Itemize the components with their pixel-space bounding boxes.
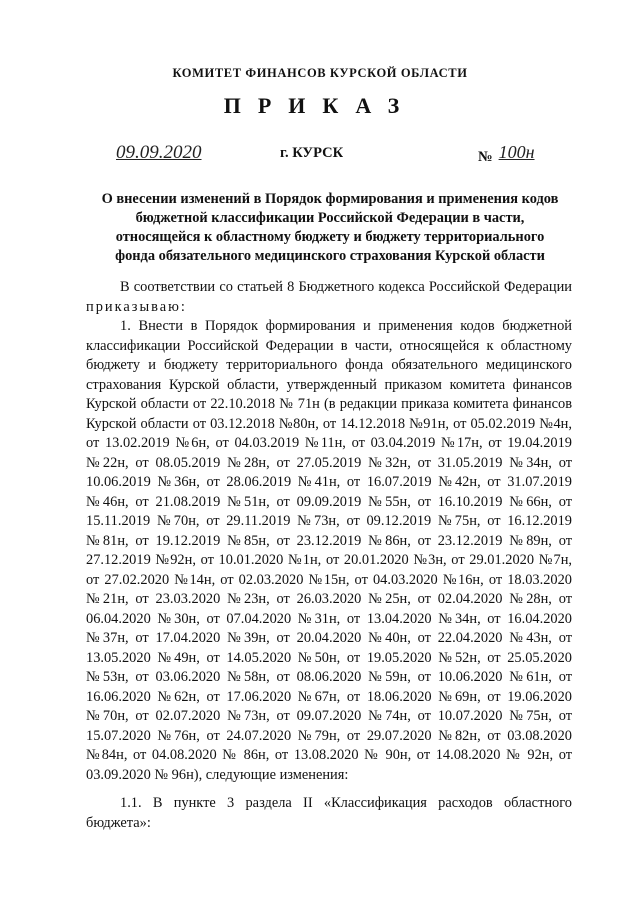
number-sign: № xyxy=(478,149,493,165)
point-1-paragraph: 1. Внести в Порядок формирования и применения кодов бюджетной классификации Российской Федерации в части, относящейся к областному бюджету и бюджету территориального фонда обязательного медицинского страхования Курской области, утвержденный приказом комитета финансов Курской области от 22.10.2018 № 71н (в редакции приказа комитета финансов Курской области от 03.12.2018 №80н, от 14.12.2018 №91н, от 05.02.2019 №4н, от 13.02.2019 №6н, от 04.03.2019 №11н, от 03.04.2019 №17н, от 19.04.2019 №22н, от 08.05.2019 №28н, от 27.05.2019 №32н, от 31.05.2019 №34н, от 10.06.2019 №36н, от 28.06.2019 №41н, от 16.07.2019 №42н, от 31.07.2019 №46н, от 21.08.2019 №51н, от 09.09.2019 №55н, от 16.10.2019 №66н, от 15.11.2019 №70н, от 29.11.2019 №73н, от 09.12.2019 №75н, от 16.12.2019 №81н, от 19.12.2019 №85н, от 23.12.2019 №86н, от 23.12.2019 №89н, от 27.12.2019 №92н, от 10.01.2020 №1н, от 20.01.2020 №3н, от 29.01.2020 №7н, от 27.02.2020 №14н, от 02.03.2020 №15н, от 04.03.2020 №16н, от 18.03.2020 №21н, от 23.03.2020 №23н, от 26.03.2020 №25н, от 02.04.2020 №28н, от 06.04.2020 №30н, от 07.04.2020 №31н, от 13.04.2020 №34н, от 16.04.2020 №37н, от 17.04.2020 №39н, от 20.04.2020 №40н, от 22.04.2020 №43н, от 13.05.2020 №49н, от 14.05.2020 №50н, от 19.05.2020 №52н, от 25.05.2020 №53н, от 03.06.2020 №58н, от 08.06.2020 №59н, от 10.06.2020 №61н, от 16.06.2020 №62н, от 17.06.2020 №67н, от 18.06.2020 №69н, от 19.06.2020 №70н, от 02.07.2020 №73н, от 09.07.2020 №74н, от 10.07.2020 №75н, от 15.07.2020 №76н, от 24.07.2020 №79н, от 29.07.2020 №82н, от 03.08.2020 №84н, от 04.08.2020 № 86н, от 13.08.2020 № 90н, от 14.08.2020 № 92н, от 03.09.2020 № 96н), следующие изменения: xyxy=(86,318,572,783)
point-1-1-paragraph: 1.1. В пункте 3 раздела II «Классификация расходов областного бюджета»: xyxy=(86,795,572,831)
handwritten-number: 100н xyxy=(498,142,535,162)
document-meta-row xyxy=(0,142,640,168)
document-number xyxy=(478,142,535,163)
city-label: г. КУРСК xyxy=(280,145,344,161)
title-line: фонда обязательного медицинского страхования Курской области xyxy=(115,248,545,264)
intro-text: В соответствии со статьей 8 Бюджетного кодекса Российской Федерации xyxy=(120,279,572,295)
document-body xyxy=(86,278,572,785)
title-line: бюджетной классификации Российской Федерации в части, xyxy=(135,210,525,226)
document-title xyxy=(80,190,580,266)
handwritten-date: 09.09.2020 xyxy=(116,142,202,163)
title-line: относящейся к областному бюджету и бюджету территориального xyxy=(115,229,545,245)
document-type-heading: ПРИКАЗ xyxy=(223,93,417,118)
order-word: приказываю: xyxy=(86,298,187,315)
committee-name: КОМИТЕТ ФИНАНСОВ КУРСКОЙ ОБЛАСТИ xyxy=(172,66,468,80)
title-line: О внесении изменений в Порядок формирования и применения кодов xyxy=(101,191,559,207)
intro-paragraph xyxy=(86,278,572,317)
